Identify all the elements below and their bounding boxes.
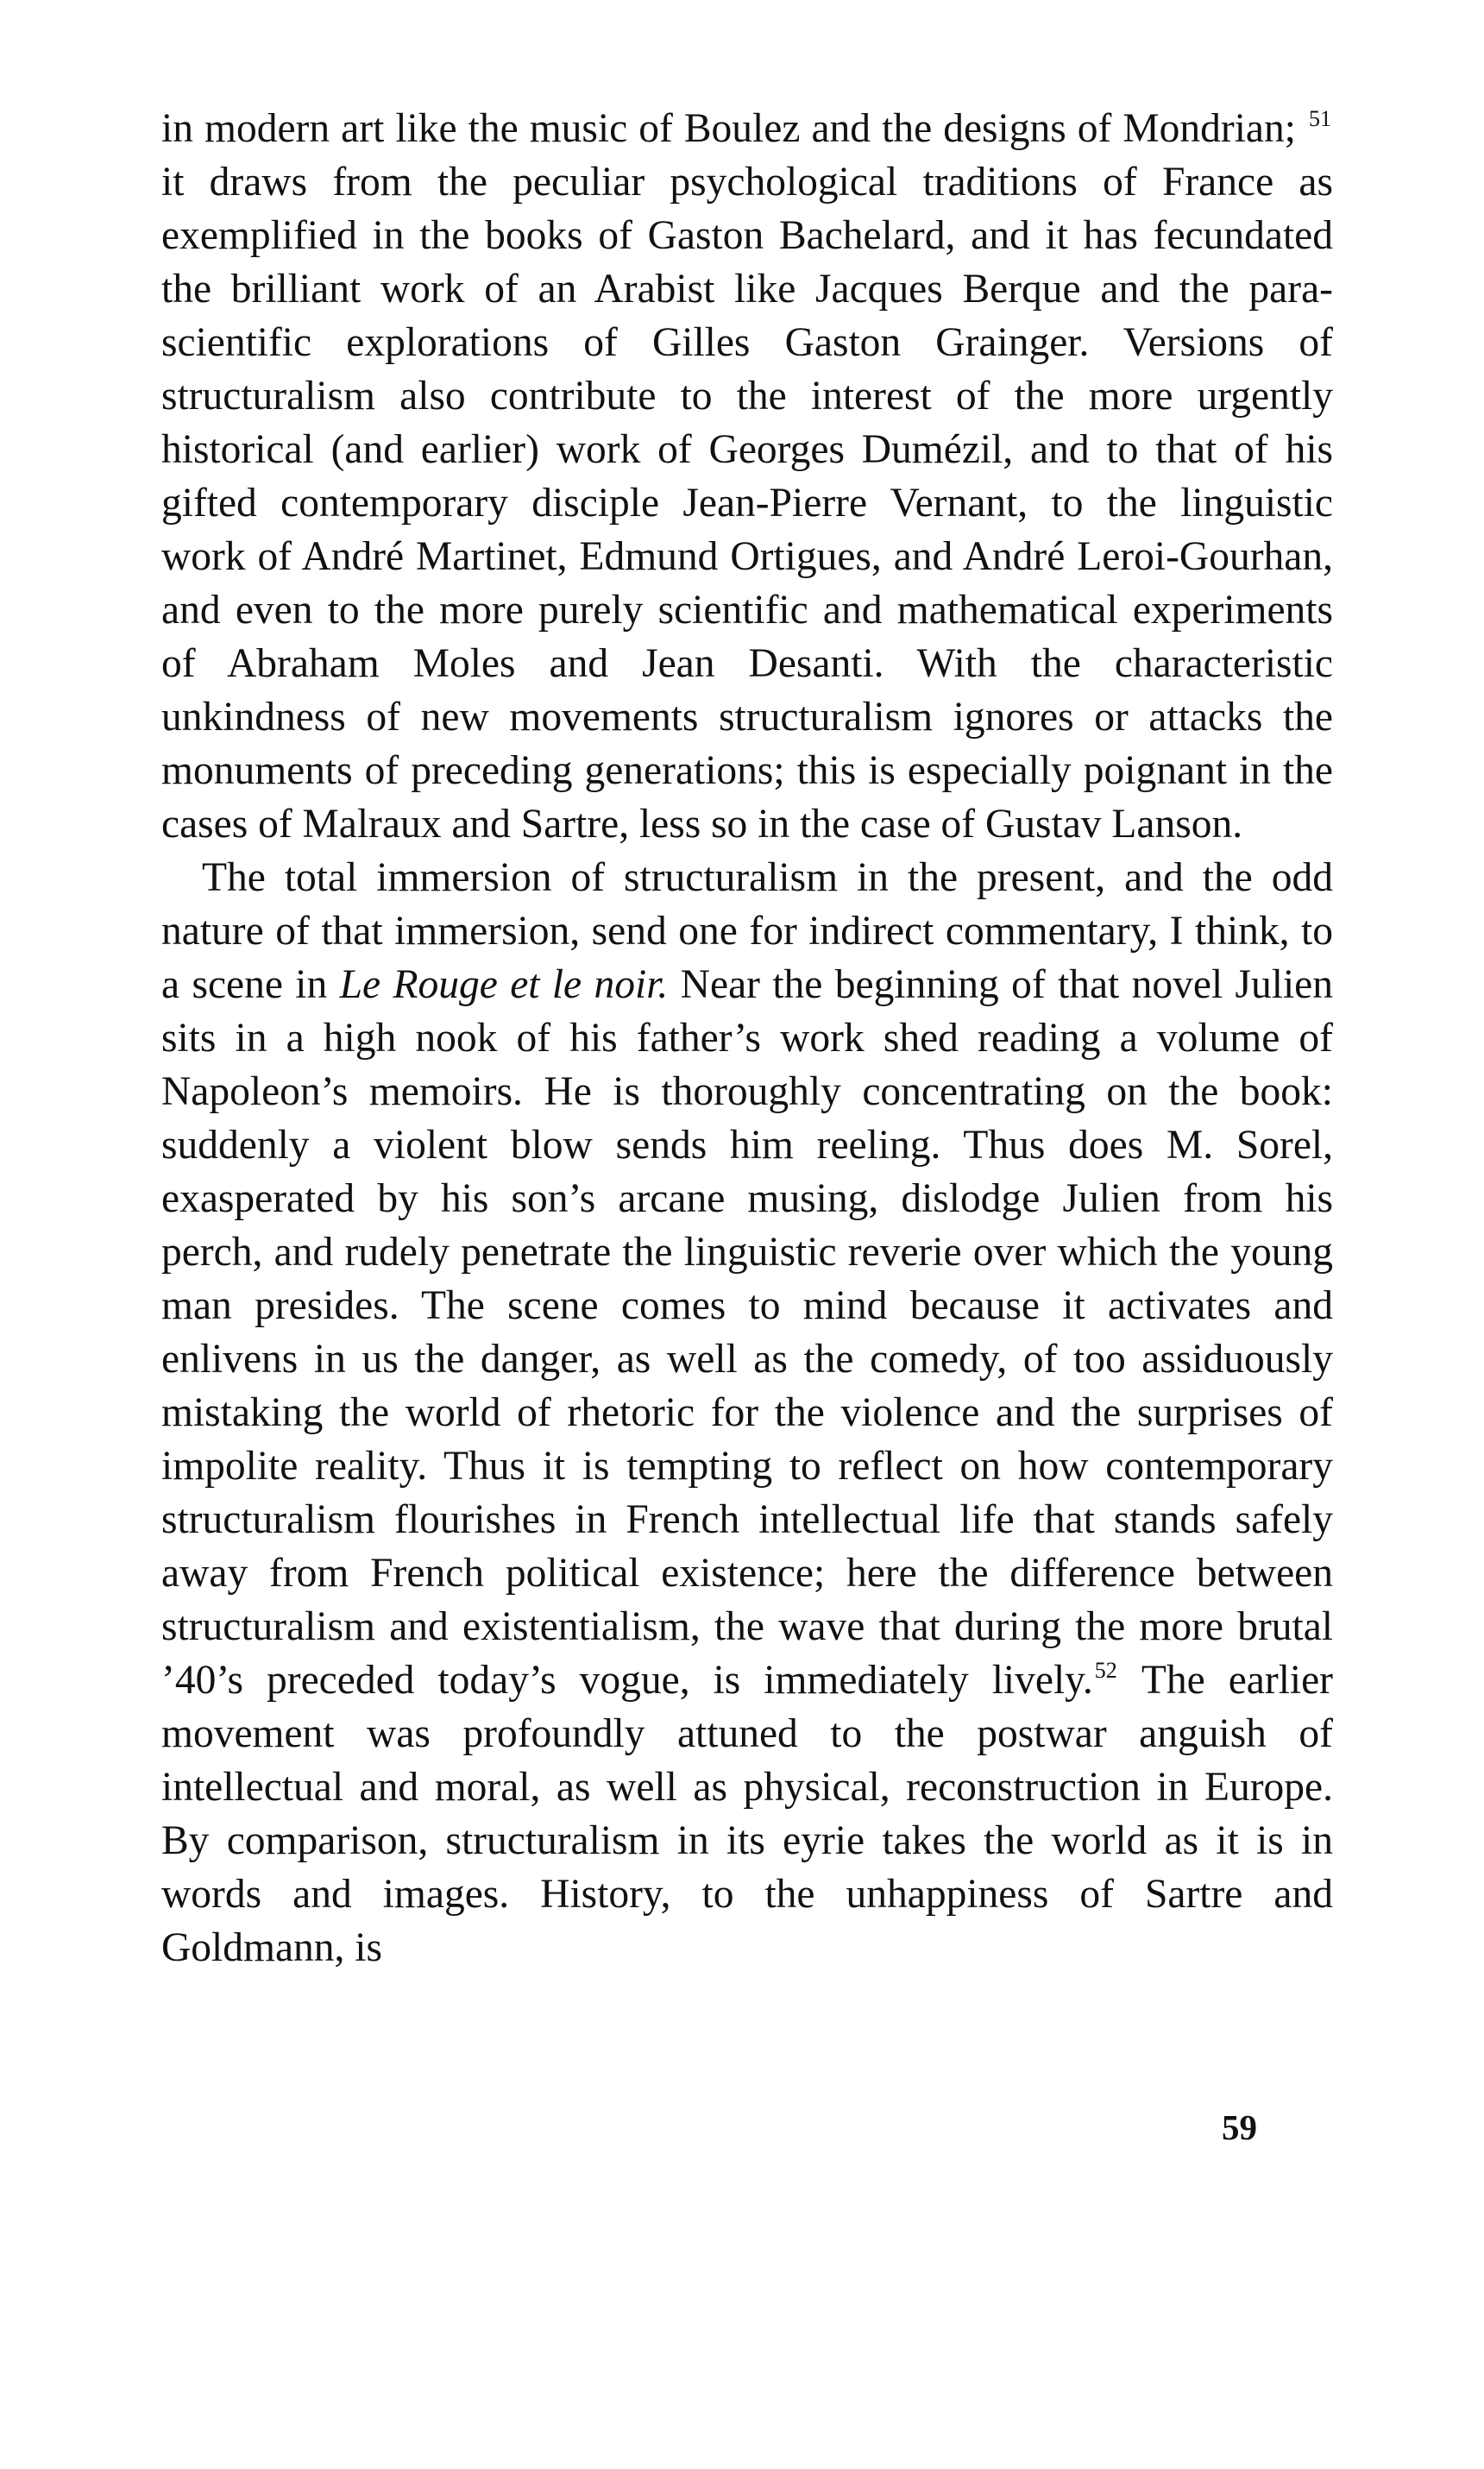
footnote-ref-51: 51 (1309, 106, 1331, 131)
text-segment: Near the beginning of that novel Julien sits in a high nook of his father’s work shed reading a volume of Napoleon’s memoirs. He is thoroughly concentrating on the book: suddenly a violent blow sends him reeling. Thus does M. Sorel, exasperated by his son’s arcane musing, dislodge Julien from his perch, and rudely penetrate the linguistic reverie over which the young man presides. The scene comes to mind because it activates and enlivens in us the danger, as well as the comedy, of too assiduously mistaking the world of rhetoric for the violence and the surprises of impolite reality. Thus it is tempting to reflect on how contemporary structuralism flourishes in French intellectual life that stands safely away from French political existence; here the difference between structuralism and existentialism, the wave that during the more brutal ’40’s preceded today’s vogue, is immediately lively. (161, 962, 1333, 1703)
text-segment: The earlier movement was profoundly attuned to the postwar anguish of intellectual and moral, as well as physical, reconstruction in Europe. By comparison, structuralism in its eyrie takes the world as it is in words and images. History, to the unhappiness of Sartre and Goldmann, is (161, 1658, 1333, 1970)
footnote-ref-52: 52 (1094, 1658, 1117, 1683)
text-segment: The total immersion of structuralism in the present, and the odd nature of that immersion, send one for indirect commentary, I think, to a scene in (161, 855, 1333, 1007)
text-segment: in modern art like the music of Boulez and the designs of Mondrian; (161, 106, 1307, 151)
book-title-italic: Le Rouge et le noir. (339, 962, 669, 1007)
paragraph-2 (161, 851, 1333, 1975)
text-segment: it draws from the peculiar psychological traditions of France as exemplified in the books of Gaston Bachelard, and it has fecundated the brilliant work of an Arabist like Jacques Berque and the para-scientific explorations of Gilles Gaston Grainger. Versions of structuralism also contribute to the interest of the more urgently historical (and earlier) work of Georges Dumézil, and to that of his gifted contemporary disciple Jean-Pierre Vernant, to the linguistic work of André Martinet, Edmund Ortigues, and André Leroi-Gourhan, and even to the more purely scientific and mathematical experiments of Abraham Moles and Jean Desanti. With the characteristic unkindness of new movements structuralism ignores or attacks the monuments of preceding generations; this is especially poignant in the cases of Malraux and Sartre, less so in the case of Gustav Lanson. (161, 160, 1333, 847)
page-number: 59 (1222, 2107, 1257, 2147)
body-text (161, 102, 1333, 1975)
paragraph-1 (161, 102, 1333, 851)
